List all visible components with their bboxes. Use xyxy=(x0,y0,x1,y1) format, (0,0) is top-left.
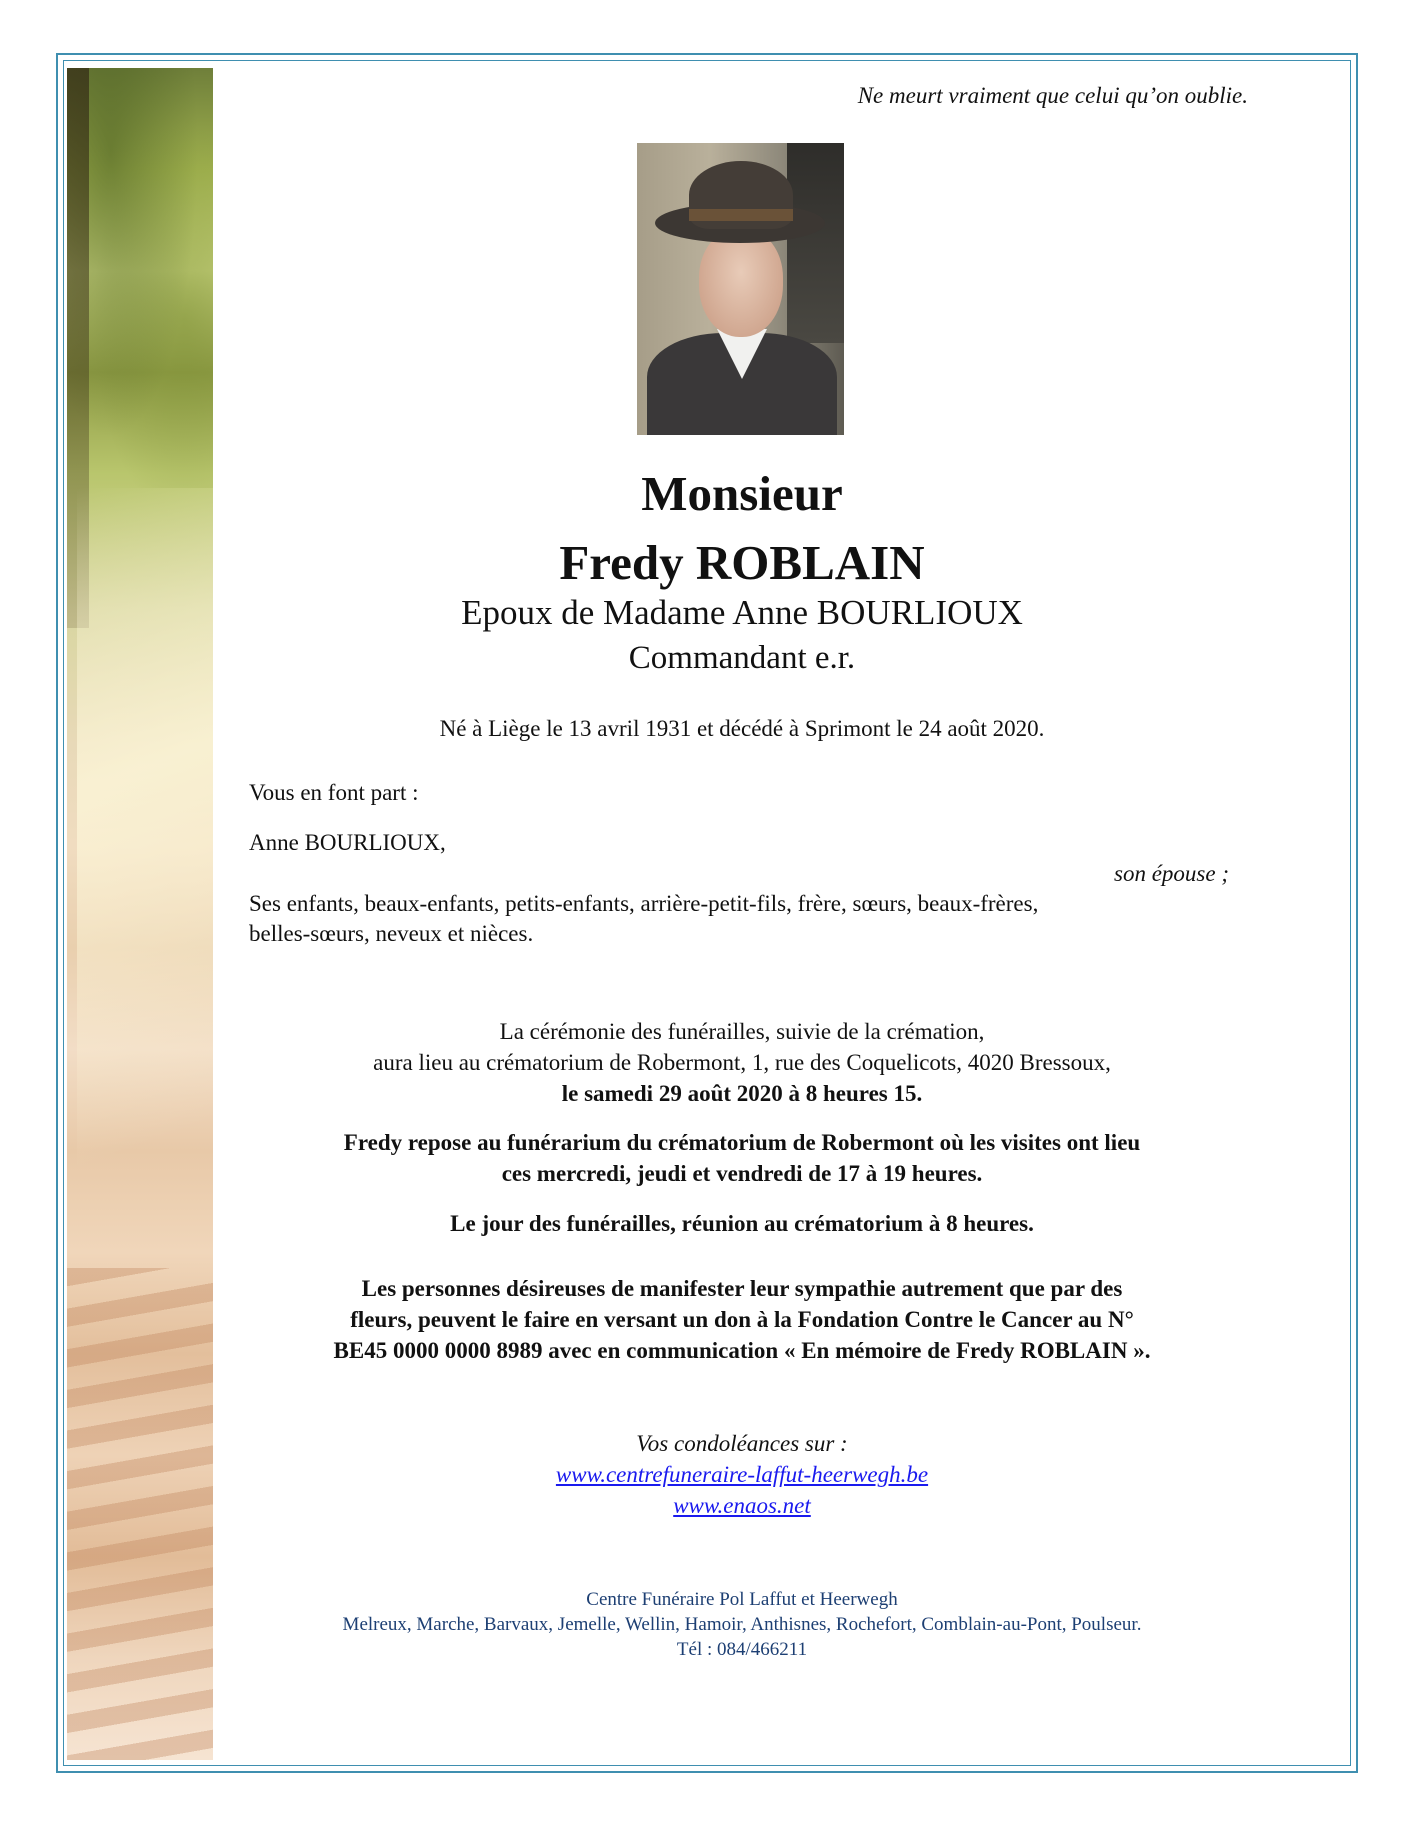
forest-path-overlay xyxy=(67,1268,213,1760)
photo-face xyxy=(699,229,783,337)
footer-locations: Melreux, Marche, Barvaux, Jemelle, Wellin, Hamoir, Anthisnes, Rochefort, Comblain-au-Pont, Poulseur. xyxy=(342,1614,1142,1635)
condolences-link-laffut[interactable]: www.centrefuneraire-laffut-heerwegh.be xyxy=(555,1462,929,1487)
relatives-line-1: Ses enfants, beaux-enfants, petits-enfants, arrière-petit-fils, frère, sœurs, beaux-frères, xyxy=(249,891,1039,916)
relatives-list xyxy=(249,889,1239,949)
visits-line-1: Fredy repose au funérarium du crématorium de Robermont où les visites ont lieu xyxy=(343,1130,1141,1155)
donation-line-2: fleurs, peuvent le faire en versant un don à la Fondation Contre le Cancer au N° xyxy=(350,1307,1134,1332)
footer-phone: Tél : 084/466211 xyxy=(676,1639,808,1660)
motto-quote: Ne meurt vraiment que celui qu’on oublie. xyxy=(857,83,1248,108)
visits-details xyxy=(233,1127,1251,1189)
funeral-home-footer xyxy=(233,1587,1251,1662)
donation-line-1: Les personnes désireuses de manifester leur sympathie autrement que par des xyxy=(361,1276,1123,1301)
ceremony-line-2: aura lieu au crématorium de Robermont, 1, rue des Coquelicots, 4020 Bressoux, xyxy=(373,1050,1111,1075)
portrait-photo xyxy=(637,143,844,435)
wife-name: Anne BOURLIOUX, xyxy=(249,830,446,855)
sunbeam-overlay xyxy=(77,488,213,1188)
birth-death-line: Né à Liège le 13 avril 1931 et décédé à Sprimont le 24 août 2020. xyxy=(439,716,1045,741)
condolences-section xyxy=(233,1428,1251,1521)
reunion-line: Le jour des funérailles, réunion au crématorium à 8 heures. xyxy=(450,1211,1034,1236)
donation-line-3: BE45 0000 0000 8989 avec en communication « En mémoire de Fredy ROBLAIN ». xyxy=(333,1338,1151,1363)
forest-path-side-image xyxy=(67,68,213,1760)
honorific-title: Monsieur xyxy=(641,466,843,521)
footer-company: Centre Funéraire Pol Laffut et Heerwegh xyxy=(586,1589,898,1610)
photo-hat-band xyxy=(689,209,793,221)
ceremony-date: le samedi 29 août 2020 à 8 heures 15. xyxy=(561,1081,923,1106)
relatives-line-2: belles-sœurs, neveux et nièces. xyxy=(249,921,534,946)
condolences-link-enaos[interactable]: www.enaos.net xyxy=(673,1493,811,1518)
visits-line-2: ces mercredi, jeudi et vendredi de 17 à 19 heures. xyxy=(501,1161,983,1186)
wife-role: son épouse ; xyxy=(1114,861,1229,886)
ceremony-line-1: La cérémonie des funérailles, suivie de la crémation, xyxy=(499,1019,985,1044)
condolences-label: Vos condoléances sur : xyxy=(636,1431,848,1456)
rank-line: Commandant e.r. xyxy=(628,640,856,676)
photo-window xyxy=(787,143,844,343)
ceremony-details xyxy=(233,1016,1251,1109)
deceased-name: Fredy ROBLAIN xyxy=(559,535,925,590)
spouse-line: Epoux de Madame Anne BOURLIOUX xyxy=(461,593,1023,632)
donation-details xyxy=(233,1273,1251,1366)
announcement-intro: Vous en font part : xyxy=(249,780,419,805)
